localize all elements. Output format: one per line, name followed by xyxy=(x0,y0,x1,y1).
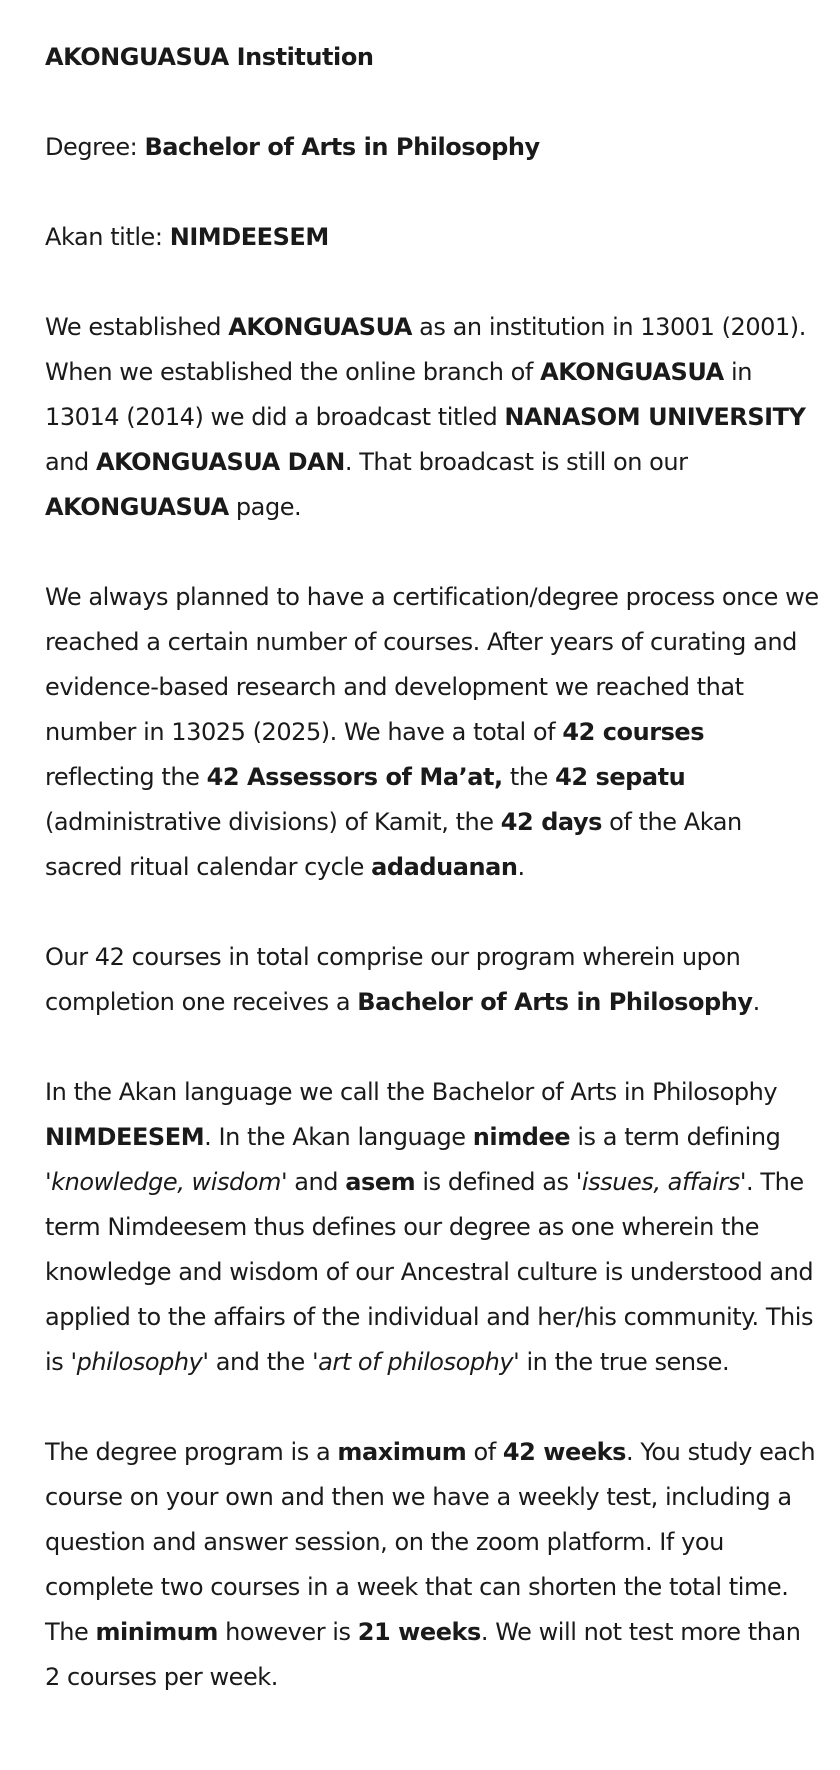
italic-text: 'issues, affairs' xyxy=(575,1168,747,1196)
paragraph-akan-language xyxy=(45,1070,820,1385)
text-run: as an institution in 13001 (2001). When we established the online branch of xyxy=(45,313,806,386)
text-run: . The term Nimdeesem thus defines our degree as one wherein the knowledge and wisdom of our Ancestral culture is understood and applied to the affairs of the individual and her/his community. This is xyxy=(45,1168,814,1376)
bold-text: asem xyxy=(345,1168,416,1196)
italic-text: 'philosophy' xyxy=(70,1348,209,1376)
text-run: . In the Akan language xyxy=(204,1123,473,1151)
institution-title: AKONGUASUA Institution xyxy=(45,43,374,71)
degree-line xyxy=(45,125,820,170)
bold-text: AKONGUASUA DAN xyxy=(95,448,345,476)
bold-text: AKONGUASUA xyxy=(540,358,724,386)
paragraph-program xyxy=(45,935,820,1025)
paragraph-certification xyxy=(45,575,820,890)
text-run: in the true sense. xyxy=(519,1348,730,1376)
bold-text: adaduanan xyxy=(371,853,518,881)
text-run: The degree program is a xyxy=(45,1438,338,1466)
bold-text: NIMDEESEM xyxy=(45,1123,205,1151)
degree-label: Degree: xyxy=(45,133,145,161)
paragraph-established xyxy=(45,305,820,530)
bold-text: 21 weeks xyxy=(357,1618,481,1646)
text-run: and xyxy=(45,448,96,476)
degree-value: Bachelor of Arts in Philosophy xyxy=(144,133,540,161)
text-run: We always planned to have a certification/degree process once we reached a certain number of courses. After years of curating and evidence-based research and development we reached that number in 13025 (2025). We have a total of xyxy=(45,583,819,746)
italic-text: 'art of philosophy' xyxy=(311,1348,520,1376)
bold-text: nimdee xyxy=(472,1123,571,1151)
bold-text: 42 days xyxy=(500,808,602,836)
text-run: however is xyxy=(217,1618,358,1646)
paragraph-duration xyxy=(45,1430,820,1700)
bold-text: 42 Assessors of Ma’at, xyxy=(206,763,503,791)
text-run: page. xyxy=(228,493,302,521)
bold-text: AKONGUASUA xyxy=(45,493,229,521)
text-run: in 13014 (2014) we did a broadcast titled xyxy=(45,358,752,431)
text-run: is a term defining xyxy=(570,1123,781,1151)
text-run: . That broadcast is still on our xyxy=(344,448,688,476)
text-run: and xyxy=(287,1168,346,1196)
akan-title-label: Akan title: xyxy=(45,223,170,251)
text-run: . You study each course on your own and then we have a weekly test, including a question and answer session, on the zoom platform. If you complete two courses in a week that can shorten the total time. The xyxy=(45,1438,816,1646)
bold-text: 42 courses xyxy=(562,718,705,746)
akan-title-value: NIMDEESEM xyxy=(169,223,329,251)
bold-text: AKONGUASUA xyxy=(228,313,412,341)
text-run: the xyxy=(502,763,556,791)
text-run: Our 42 courses in total comprise our program wherein upon completion one receives a xyxy=(45,943,741,1016)
text-run: . xyxy=(517,853,525,881)
text-run: is defined as xyxy=(415,1168,576,1196)
text-run: . xyxy=(752,988,760,1016)
text-run: In the Akan language we call the Bachelor of Arts in Philosophy xyxy=(45,1078,778,1106)
text-run: We established xyxy=(45,313,229,341)
text-run: and the xyxy=(208,1348,312,1376)
bold-text: 42 weeks xyxy=(502,1438,627,1466)
akan-title-line xyxy=(45,215,820,260)
bold-text: maximum xyxy=(337,1438,467,1466)
bold-text: 42 sepatu xyxy=(555,763,686,791)
italic-text: 'knowledge, wisdom' xyxy=(45,1168,288,1196)
text-run: of xyxy=(466,1438,503,1466)
text-run: . We will not test more than 2 courses per week. xyxy=(45,1618,801,1691)
text-run: (administrative divisions) of Kamit, the xyxy=(45,808,501,836)
text-run: reflecting the xyxy=(45,763,207,791)
bold-text: Bachelor of Arts in Philosophy xyxy=(357,988,753,1016)
bold-text: minimum xyxy=(95,1618,218,1646)
text-run: of the Akan sacred ritual calendar cycle xyxy=(45,808,742,881)
bold-text: NANASOM UNIVERSITY xyxy=(504,403,806,431)
